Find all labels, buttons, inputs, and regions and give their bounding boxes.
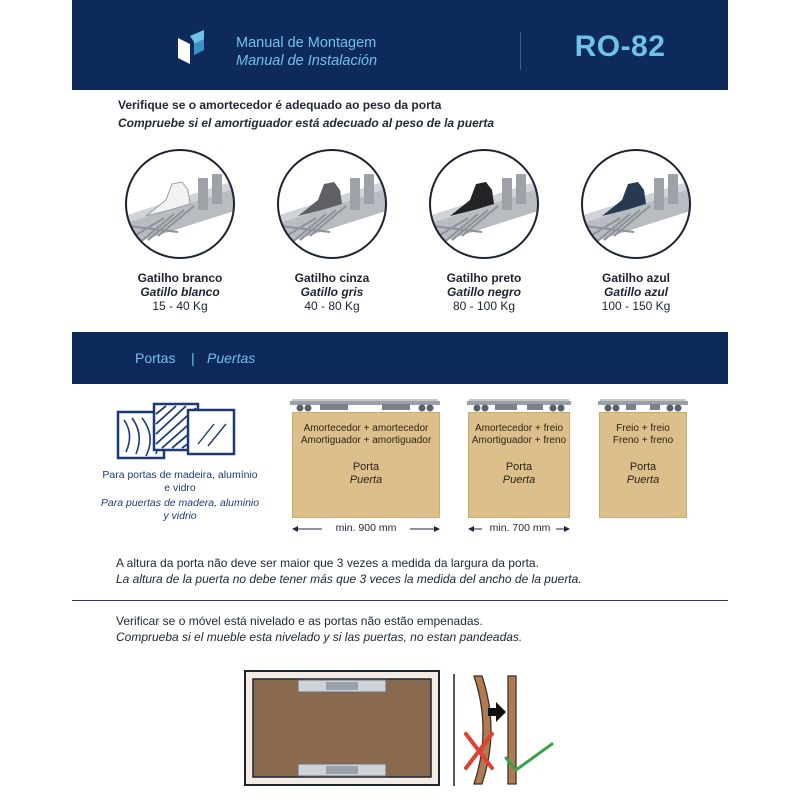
trigger-weight: 40 - 80 Kg <box>304 299 360 313</box>
trigger-black-illustration <box>428 148 540 260</box>
trigger-weight: 80 - 100 Kg <box>452 299 516 313</box>
materials-text-pt: Para portas de madeira, alumínio e vidro <box>102 469 258 494</box>
trigger-name-pt: Gatilho azul <box>601 271 670 285</box>
trigger-weight: 15 - 40 Kg <box>152 299 208 313</box>
manual-titles <box>236 34 377 70</box>
min-width-label: min. 900 mm <box>335 522 397 534</box>
trigger-name-es: Gatillo blanco <box>140 285 220 299</box>
damper-check-pt: Verifique se o amortecedor é adequado ao peso da porta <box>118 98 442 112</box>
door-panel <box>468 412 570 518</box>
hardware-kit-pt: Freio + freio <box>616 423 670 434</box>
trigger-name-es: Gatillo azul <box>603 285 668 299</box>
door-label-es: Puerta <box>626 474 660 486</box>
doors-title-es: Puertas <box>207 350 256 366</box>
warped-vs-straight-door-illustration <box>452 672 560 788</box>
trigger-name-es: Gatillo negro <box>446 285 521 299</box>
manual-title-es: Manual de Instalación <box>236 53 378 69</box>
hardware-kit-es: Amortiguador + freno <box>471 435 567 446</box>
trigger-white <box>110 148 250 313</box>
door-label-es: Puerta <box>349 474 383 486</box>
model-code: RO-82 <box>574 30 666 63</box>
level-note-es: Comprueba si el mueble esta nivelado y si las puertas, no estan pandeadas. <box>116 630 523 644</box>
header-banner <box>72 0 728 90</box>
trigger-gray-illustration <box>276 148 388 260</box>
level-note-pt: Verificar se o móvel está nivelado e as portas não estão empenadas. <box>116 614 483 628</box>
trigger-gray <box>262 148 402 313</box>
hardware-kit-pt: Amortecedor + freio <box>474 423 564 434</box>
trigger-blue <box>566 148 706 313</box>
trigger-blue-illustration <box>580 148 692 260</box>
height-note-es: La altura de la puerta no debe tener más que 3 veces la medida del ancho de la puerta. <box>116 572 582 586</box>
cube-logo-icon <box>172 30 212 70</box>
trigger-white-illustration <box>124 148 236 260</box>
door-materials-icon <box>116 400 240 462</box>
door-panel <box>292 412 440 518</box>
trigger-name-pt: Gatilho branco <box>137 271 223 285</box>
doors-section-band <box>72 332 728 384</box>
trigger-name-es: Gatillo gris <box>300 285 364 299</box>
door-label-pt: Porta <box>505 461 533 473</box>
door-label-pt: Porta <box>352 461 380 473</box>
door-panel <box>599 412 687 518</box>
section-divider <box>72 600 728 601</box>
height-note-pt: A altura da porta não deve ser maior que 3 vezes a medida da largura da porta. <box>116 556 539 570</box>
trigger-weight: 100 - 150 Kg <box>601 299 671 313</box>
damper-check-es: Compruebe si el amortiguador está adecuado al peso de la puerta <box>118 116 495 130</box>
trigger-name-pt: Gatilho cinza <box>294 271 370 285</box>
trigger-name-pt: Gatilho preto <box>446 271 522 285</box>
doors-title-separator: | <box>191 350 195 366</box>
min-width-label: min. 700 mm <box>489 522 551 534</box>
hardware-kit-pt: Amortecedor + amortecedor <box>303 423 429 434</box>
manual-title-pt: Manual de Montagem <box>236 35 377 51</box>
doors-title-pt: Portas <box>135 350 176 366</box>
hardware-kit-es: Amortiguador + amortiguador <box>300 435 432 446</box>
hardware-kit-es: Freno + freno <box>612 435 674 446</box>
door-label-es: Puerta <box>502 474 536 486</box>
level-cabinet-illustration <box>244 670 440 786</box>
door-label-pt: Porta <box>629 461 657 473</box>
trigger-black <box>414 148 554 313</box>
materials-text-es: Para puertas de madera, aluminio y vidrio <box>100 497 260 522</box>
